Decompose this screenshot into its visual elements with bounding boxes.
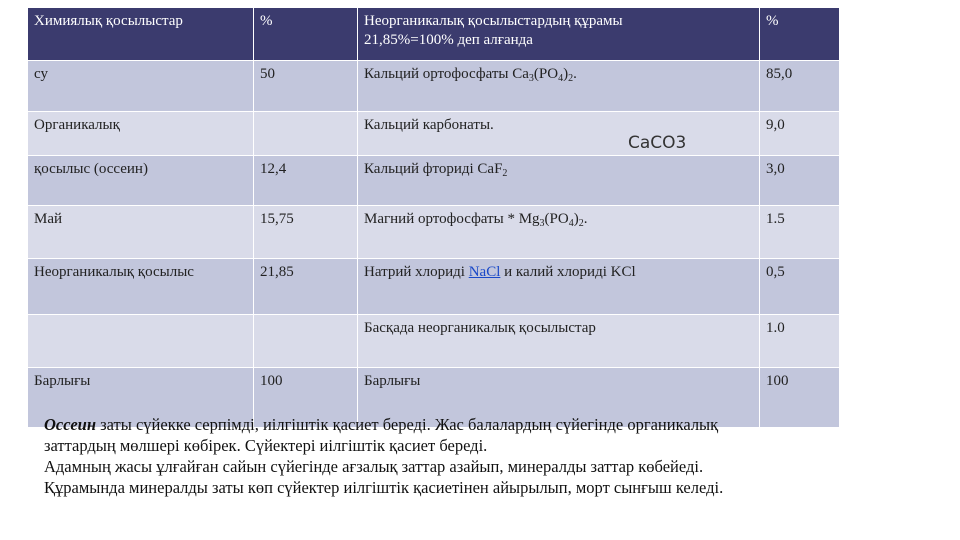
para-line3: Адамның жасы ұлғайған сайын сүйегінде ағзалық заттар азайып, минералды заттар көбейеді.: [44, 457, 704, 476]
ossein-term: Оссеин: [44, 415, 97, 434]
row2-compound: Органикалық: [28, 112, 254, 156]
row4-percent: 15,75: [254, 206, 358, 259]
header-percent-2: %: [760, 8, 840, 61]
row3-mineral-percent: 3,0: [760, 156, 840, 206]
row6-mineral: Басқада неорганикалық қосылыстар: [358, 315, 760, 368]
row1-mineral-percent: 85,0: [760, 61, 840, 112]
row7-mineral: Барлығы: [358, 368, 760, 428]
row7-mineral-percent: 100: [760, 368, 840, 428]
header-inorganic-line1: Неорганикалық қосылыстардың құрамы: [364, 13, 623, 29]
header-compounds: Химиялық қосылыстар: [28, 8, 254, 61]
row1-sub1: 3: [528, 73, 534, 84]
row6-mineral-percent: 1.0: [760, 315, 840, 368]
row4-mineral: [358, 206, 760, 259]
nacl-link[interactable]: NaCl: [468, 264, 501, 280]
row1-compound: су: [28, 61, 254, 112]
row2-mineral-text: Кальций карбонаты.: [364, 117, 494, 133]
description-paragraph: [44, 414, 924, 498]
para-line4: Құрамында минералды заты көп сүйектер иілгіштік қасиетінен айырылып, морт сынғыш келеді.: [44, 478, 724, 497]
para-line1-rest: заты сүйекке серпімді, иілгіштік қасиет береді. Жас балалардың сүйегінде органикалық: [96, 415, 719, 434]
row1-mineral: [358, 61, 760, 112]
row5-mineral-pre: Натрий хлориді: [364, 264, 469, 280]
row1-tail: (PO: [533, 66, 559, 82]
row4-sub3: 2: [578, 218, 584, 229]
row1-end: .: [573, 66, 577, 82]
row3-sub: 2: [502, 168, 508, 179]
row7-compound: Барлығы: [28, 368, 254, 428]
row4-mineral-text: Магний ортофосфаты * Mg: [364, 211, 540, 227]
caco3-main: CaCO: [628, 133, 676, 153]
row2-mineral-percent: 9,0: [760, 112, 840, 156]
caco3-sub: 3: [675, 133, 687, 153]
row6-percent: [254, 315, 358, 368]
row3-compound: қосылыс (оссеин): [28, 156, 254, 206]
row1-percent: 50: [254, 61, 358, 112]
row5-mineral-post: и калий хлориді KCl: [500, 264, 636, 280]
row7-percent: 100: [254, 368, 358, 428]
row5-compound: Неорганикалық қосылыс: [28, 259, 254, 315]
para-line2: заттардың мөлшері көбірек. Сүйектері иілгіштік қасиет береді.: [44, 436, 488, 455]
row1-tail2: ): [563, 66, 569, 82]
caco3-formula: [628, 134, 686, 153]
row1-mineral-text: Кальций ортофосфаты Ca: [364, 66, 529, 82]
row4-sub2: 4: [568, 218, 574, 229]
header-inorganic-line2: 21,85%=100% деп алғанда: [364, 32, 533, 48]
row5-percent: 21,85: [254, 259, 358, 315]
row5-mineral-percent: 0,5: [760, 259, 840, 315]
row2-mineral: [358, 112, 760, 156]
row3-mineral-text: Кальций фториді CaF: [364, 161, 503, 177]
row2-percent: [254, 112, 358, 156]
row4-mineral-percent: 1.5: [760, 206, 840, 259]
header-percent: %: [254, 8, 358, 61]
row3-percent: 12,4: [254, 156, 358, 206]
row3-mineral: [358, 156, 760, 206]
header-inorganic-composition: [358, 8, 760, 61]
row4-sub1: 3: [539, 218, 545, 229]
row4-end: .: [583, 211, 588, 227]
row6-compound: [28, 315, 254, 368]
para-line1: [44, 414, 924, 435]
row1-sub3: 2: [568, 73, 574, 84]
row1-sub2: 4: [558, 73, 564, 84]
row4-compound: Май: [28, 206, 254, 259]
composition-table: [28, 8, 840, 408]
row4-tail2: ): [573, 211, 579, 227]
row5-mineral: [358, 259, 760, 315]
row4-tail: (PO: [544, 211, 569, 227]
